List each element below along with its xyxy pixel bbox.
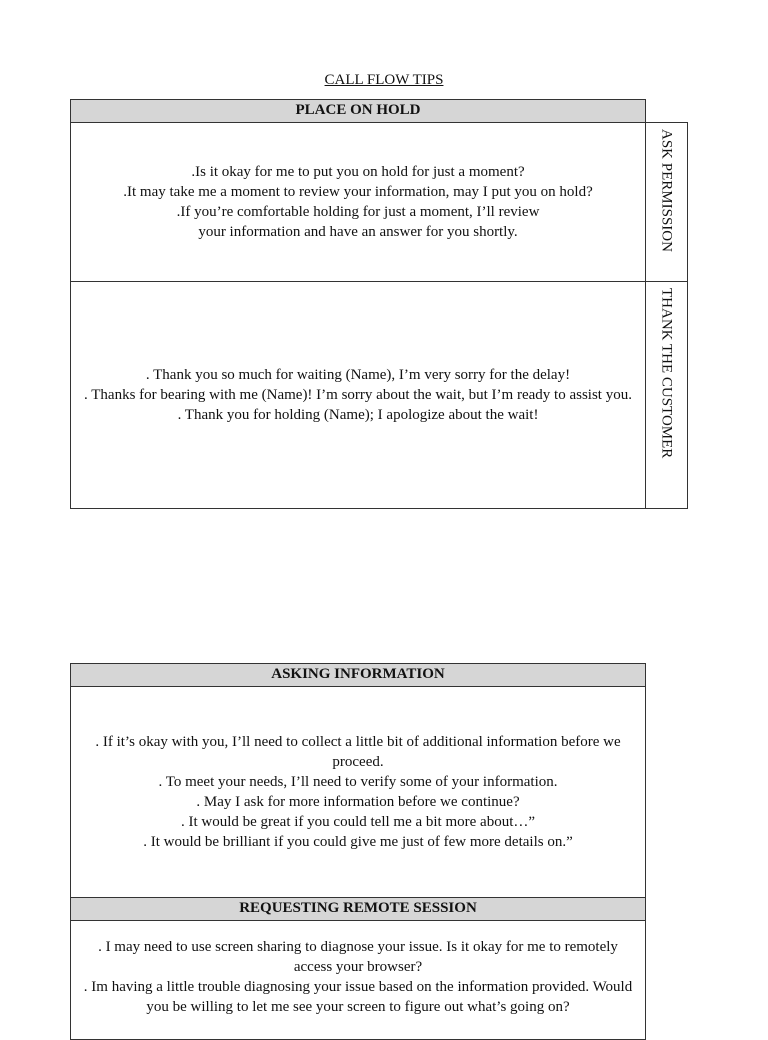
asking-information-header: ASKING INFORMATION: [70, 663, 646, 687]
remote-session-cell: [70, 920, 646, 1040]
remote-session-line: . I may need to use screen sharing to diagnose your issue. Is it okay for me to remotely access your browser?: [98, 939, 618, 975]
asking-information-line: . May I ask for more information before we continue?: [196, 794, 520, 810]
thank-customer-line: . Thank you so much for waiting (Name), I’m very sorry for the delay!: [145, 367, 571, 383]
ask-permission-line: .It may take me a moment to review your information, may I put you on hold?: [123, 184, 593, 200]
ask-permission-line: .Is it okay for me to put you on hold for just a moment?: [191, 164, 525, 180]
ask-permission-line: your information and have an answer for you shortly.: [198, 224, 518, 240]
thank-customer-line: . Thank you for holding (Name); I apologize about the wait!: [177, 407, 539, 423]
ask-permission-side-label: ASK PERMISSION: [645, 122, 688, 282]
thank-customer-line: . Thanks for bearing with me (Name)! I’m sorry about the wait, but I’m ready to assist you.: [84, 387, 632, 403]
asking-information-line: . It would be brilliant if you could give me just of few more details on.”: [143, 834, 573, 850]
ask-permission-cell: [70, 122, 646, 282]
thank-customer-cell: [70, 281, 646, 509]
place-on-hold-header: PLACE ON HOLD: [70, 99, 646, 123]
remote-session-header: REQUESTING REMOTE SESSION: [70, 897, 646, 921]
asking-information-line: . If it’s okay with you, I’ll need to collect a little bit of additional information before we proceed.: [95, 734, 621, 770]
ask-permission-line: .If you’re comfortable holding for just a moment, I’ll review: [176, 204, 540, 220]
thank-customer-side-label: THANK THE CUSTOMER: [645, 281, 688, 509]
asking-information-line: . It would be great if you could tell me a bit more about…”: [180, 814, 536, 830]
remote-session-line: . Im having a little trouble diagnosing your issue based on the information provided. Would you be willing to let me see your screen to figure out what’s going on?: [83, 979, 633, 1015]
asking-information-cell: [70, 686, 646, 898]
asking-information-line: . To meet your needs, I’ll need to verify some of your information.: [158, 774, 558, 790]
document-title: CALL FLOW TIPS: [324, 72, 444, 88]
